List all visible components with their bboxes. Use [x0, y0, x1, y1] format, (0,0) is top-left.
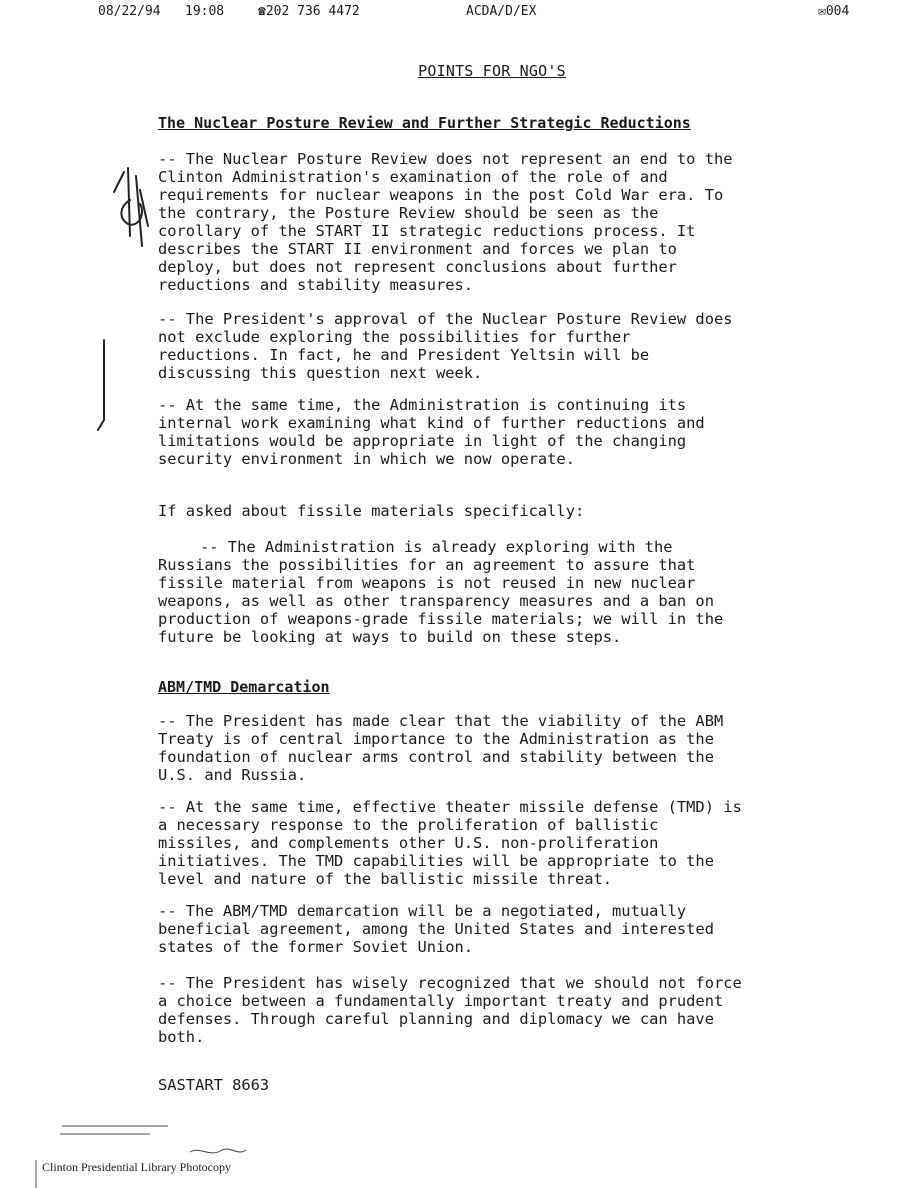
paragraph-president-approval: -- The President's approval of the Nuclear Posture Review does not exclude exploring the possibilities for further reductions. In fact, he and President Yeltsin will be discussing this question next week.: [158, 310, 733, 382]
section-heading-abm-tmd: ABM/TMD Demarcation: [158, 678, 330, 696]
document-control-code: SASTART 8663: [158, 1076, 270, 1094]
fax-page-number: ✉004: [818, 4, 850, 19]
paragraph-internal-work: -- At the same time, the Administration is continuing its internal work examining what kind of further reductions and limitations would be appropriate in light of the changing security environment in which we now operate.: [158, 396, 705, 468]
margin-bracket-line: [98, 340, 104, 430]
fax-date: 08/22/94: [98, 4, 161, 19]
photocopy-stamp-border: [36, 1126, 246, 1188]
section-heading-nuclear-posture: The Nuclear Posture Review and Further Strategic Reductions: [158, 114, 691, 132]
document-title: POINTS FOR NGO'S: [418, 62, 566, 80]
fax-office-code: ACDA/D/EX: [466, 4, 537, 19]
paragraph-fissile-materials: -- The Administration is already exploring with the Russians the possibilities for an agreement to assure that fissile material from weapons is not reused in new nuclear weapons, as well as other transparency measures and a ban on production of weapons-grade fissile materials; we will in the future be looking at ways to build on these steps.: [158, 538, 724, 646]
paragraph-posture-review: -- The Nuclear Posture Review does not represent an end to the Clinton Administration's examination of the role of and requirements for nuclear weapons in the post Cold War era. To the contrary, the Posture Review should be seen as the corollary of the START II strategic reductions process. It describes the START II environment and forces we plan to deploy, but does not represent conclusions about further reductions and stability measures.: [158, 150, 733, 294]
paragraph-treaty-and-defenses: -- The President has wisely recognized that we should not force a choice between a fundamentally important treaty and prudent defenses. Through careful planning and diplomacy we can have both.: [158, 974, 742, 1046]
paragraph-abm-treaty: -- The President has made clear that the viability of the ABM Treaty is of central importance to the Administration as the foundation of nuclear arms control and stability between the U.S. and Russia.: [158, 712, 724, 784]
library-photocopy-stamp: Clinton Presidential Library Photocopy: [42, 1160, 231, 1174]
fax-phone-number: ☎202 736 4472: [258, 4, 360, 19]
fissile-materials-intro: If asked about fissile materials specifically:: [158, 502, 585, 520]
margin-annotation-mark: [114, 168, 148, 246]
fax-time: 19:08: [185, 4, 225, 19]
paragraph-demarcation-agreement: -- The ABM/TMD demarcation will be a negotiated, mutually beneficial agreement, among the United States and interested states of the former Soviet Union.: [158, 902, 714, 956]
paragraph-theater-missile-defense: -- At the same time, effective theater missile defense (TMD) is a necessary response to the proliferation of ballistic missiles, and complements other U.S. non-proliferation initiatives. The TMD capabilities will be appropriate to the level and nature of the ballistic missile threat.: [158, 798, 742, 888]
